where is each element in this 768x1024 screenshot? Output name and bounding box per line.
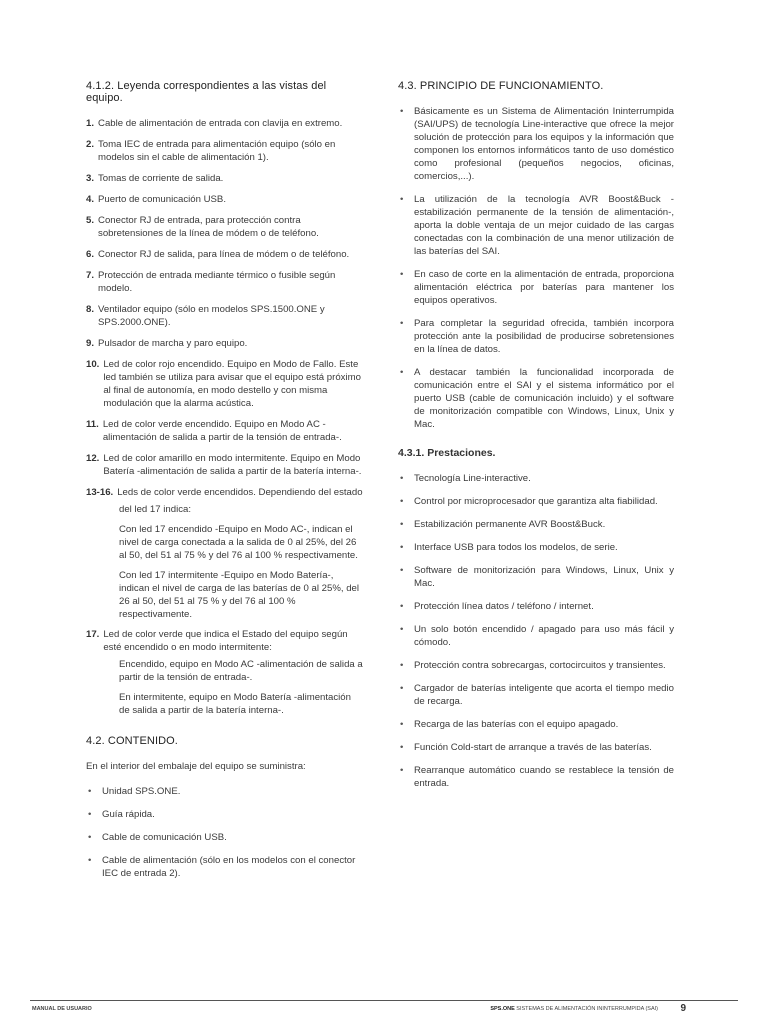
list-item: • Recarga de las baterías con el equipo apagado. <box>398 718 674 731</box>
legend-item: 8. Ventilador equipo (sólo en modelos SPS.1500.ONE y SPS.2000.ONE). <box>86 304 325 328</box>
legend-list <box>86 117 364 499</box>
contenido-list <box>86 785 364 880</box>
list-item: • Cargador de baterías inteligente que acorta el tiempo medio de recarga. <box>398 682 674 708</box>
detail-text: Con led 17 encendido -Equipo en Modo AC-, indican el nivel de carga conectada a la salida de 0 al 25%, del 26 al 50, del 51 al 75 % y del 76 al 100 % respectivamente. <box>119 524 358 561</box>
list-item: • Cable de alimentación (sólo en los modelos con el conector IEC de entrada 2). <box>86 854 364 880</box>
legend-item: 1. Cable de alimentación de entrada con clavija en extremo. <box>86 118 343 129</box>
principio-heading: 4.3. PRINCIPIO DE FUNCIONAMIENTO. <box>398 80 604 92</box>
legend-list-cont <box>86 628 364 654</box>
legend-item: 10. Led de color rojo encendido. Equipo en Modo de Fallo. Este led también se utiliza para avisar que el equipo está próximo al final de autonomía, en modo destello y con misma modulación que la alarma acústica. <box>86 359 361 409</box>
contenido-heading: 4.2. CONTENIDO. <box>86 735 178 747</box>
list-item: • Básicamente es un Sistema de Alimentación Ininterrumpida (SAI/UPS) de tecnología Line-interactive que ofrece la mejor solución de protección para los equipos y la información que componen los entornos informáticos tanto de uso doméstico como profesional (pequeños negocios, oficinas, comercios,...). <box>398 105 674 183</box>
list-item: • Protección contra sobrecargas, cortocircuitos y transientes. <box>398 659 674 672</box>
contenido-intro: En el interior del embalaje del equipo se suministra: <box>86 761 306 772</box>
detail-text: Con led 17 intermitente -Equipo en Modo Batería-, indican el nivel de carga de las baterías de 0 al 25%, del 26 al 50, del 51 al 75 % y del 76 al 100 % respectivamente. <box>119 570 359 620</box>
legend-item: 11. Led de color verde encendido. Equipo en Modo AC -alimentación de salida a partir de la tensión de entrada-. <box>86 419 342 443</box>
prestaciones-list <box>398 472 674 790</box>
footer-divider <box>30 1000 738 1001</box>
legend-item: 9. Pulsador de marcha y paro equipo. <box>86 338 248 349</box>
list-item: • Un solo botón encendido / apagado para uso más fácil y cómodo. <box>398 623 674 649</box>
right-column <box>398 80 674 800</box>
legend-item: 2. Toma IEC de entrada para alimentación equipo (sólo en modelos sin el cable de alimentación 1). <box>86 139 336 163</box>
list-item: • Control por microprocesador que garantiza alta fiabilidad. <box>398 495 674 508</box>
legend-heading: 4.1.2. Leyenda correspondientes a las vistas del equipo. <box>86 80 327 104</box>
detail-text: del led 17 indica: <box>119 504 192 515</box>
page-number: 9 <box>680 1003 686 1014</box>
legend-item-13-detail <box>86 503 364 621</box>
list-item: • En caso de corte en la alimentación de entrada, proporciona alimentación eléctrica por baterías para mantener los equipos operativos. <box>398 268 674 307</box>
left-column <box>86 80 364 890</box>
legend-item: 4. Puerto de comunicación USB. <box>86 194 226 205</box>
list-item: • Estabilización permanente AVR Boost&Buck. <box>398 518 674 531</box>
list-item: • A destacar también la funcionalidad incorporada de comunicación entre el SAI y el sistema informático por el puerto USB (cable de comunicación incluido) y el software de monitorización compatible con Windows, Linux, Unix y Mac. <box>398 366 674 431</box>
list-item: • Cable de comunicación USB. <box>86 831 364 844</box>
list-item: • Función Cold-start de arranque a través de las baterías. <box>398 741 674 754</box>
list-item: • Guía rápida. <box>86 808 364 821</box>
principio-list <box>398 105 674 431</box>
legend-item: 3. Tomas de corriente de salida. <box>86 173 224 184</box>
list-item: • Unidad SPS.ONE. <box>86 785 364 798</box>
legend-item: 6. Conector RJ de salida, para línea de módem o de teléfono. <box>86 249 350 260</box>
legend-item: 5. Conector RJ de entrada, para protección contra sobretensiones de la línea de módem o de teléfono. <box>86 215 319 239</box>
footer-product-label <box>490 1006 658 1012</box>
footer-manual-label: MANUAL DE USUARIO <box>32 1006 92 1012</box>
legend-item: 7. Protección de entrada mediante térmico o fusible según modelo. <box>86 270 336 294</box>
list-item: • Protección línea datos / teléfono / internet. <box>398 600 674 613</box>
legend-item: 12. Led de color amarillo en modo intermitente. Equipo en Modo Batería -alimentación de salida a partir de la batería interna-. <box>86 453 362 477</box>
detail-text: En intermitente, equipo en Modo Batería -alimentación de salida a partir de la batería interna-. <box>119 692 351 716</box>
prestaciones-heading: 4.3.1. Prestaciones. <box>398 447 496 459</box>
list-item: • La utilización de la tecnología AVR Boost&Buck -estabilización permanente de la tensión de alimentación-, aporta la doble ventaja de un mejor cuidado de las cargas conectadas con la combinación de una menor utilización de las baterías del SAI. <box>398 193 674 258</box>
legend-item: 17. Led de color verde que indica el Estado del equipo según esté encendido o en modo intermitente: <box>86 629 348 653</box>
list-item: • Rearranque automático cuando se restablece la tensión de entrada. <box>398 764 674 790</box>
footer-product-text: SISTEMAS DE ALIMENTACIÓN ININTERRUMPIDA (SAI) <box>516 1006 658 1012</box>
legend-item-17-detail <box>86 658 364 717</box>
legend-item: 13-16. Leds de color verde encendidos. Dependiendo del estado <box>86 487 363 498</box>
list-item: • Tecnología Line-interactive. <box>398 472 674 485</box>
detail-text: Encendido, equipo en Modo AC -alimentación de salida a partir de la tensión de entrada-. <box>119 659 363 683</box>
list-item: • Software de monitorización para Windows, Linux, Unix y Mac. <box>398 564 674 590</box>
list-item: • Interface USB para todos los modelos, de serie. <box>398 541 674 554</box>
footer-brand: SPS.ONE <box>490 1006 515 1012</box>
list-item: • Para completar la seguridad ofrecida, también incorpora protección ante la posibilidad de producirse sobretensiones en la línea de datos. <box>398 317 674 356</box>
